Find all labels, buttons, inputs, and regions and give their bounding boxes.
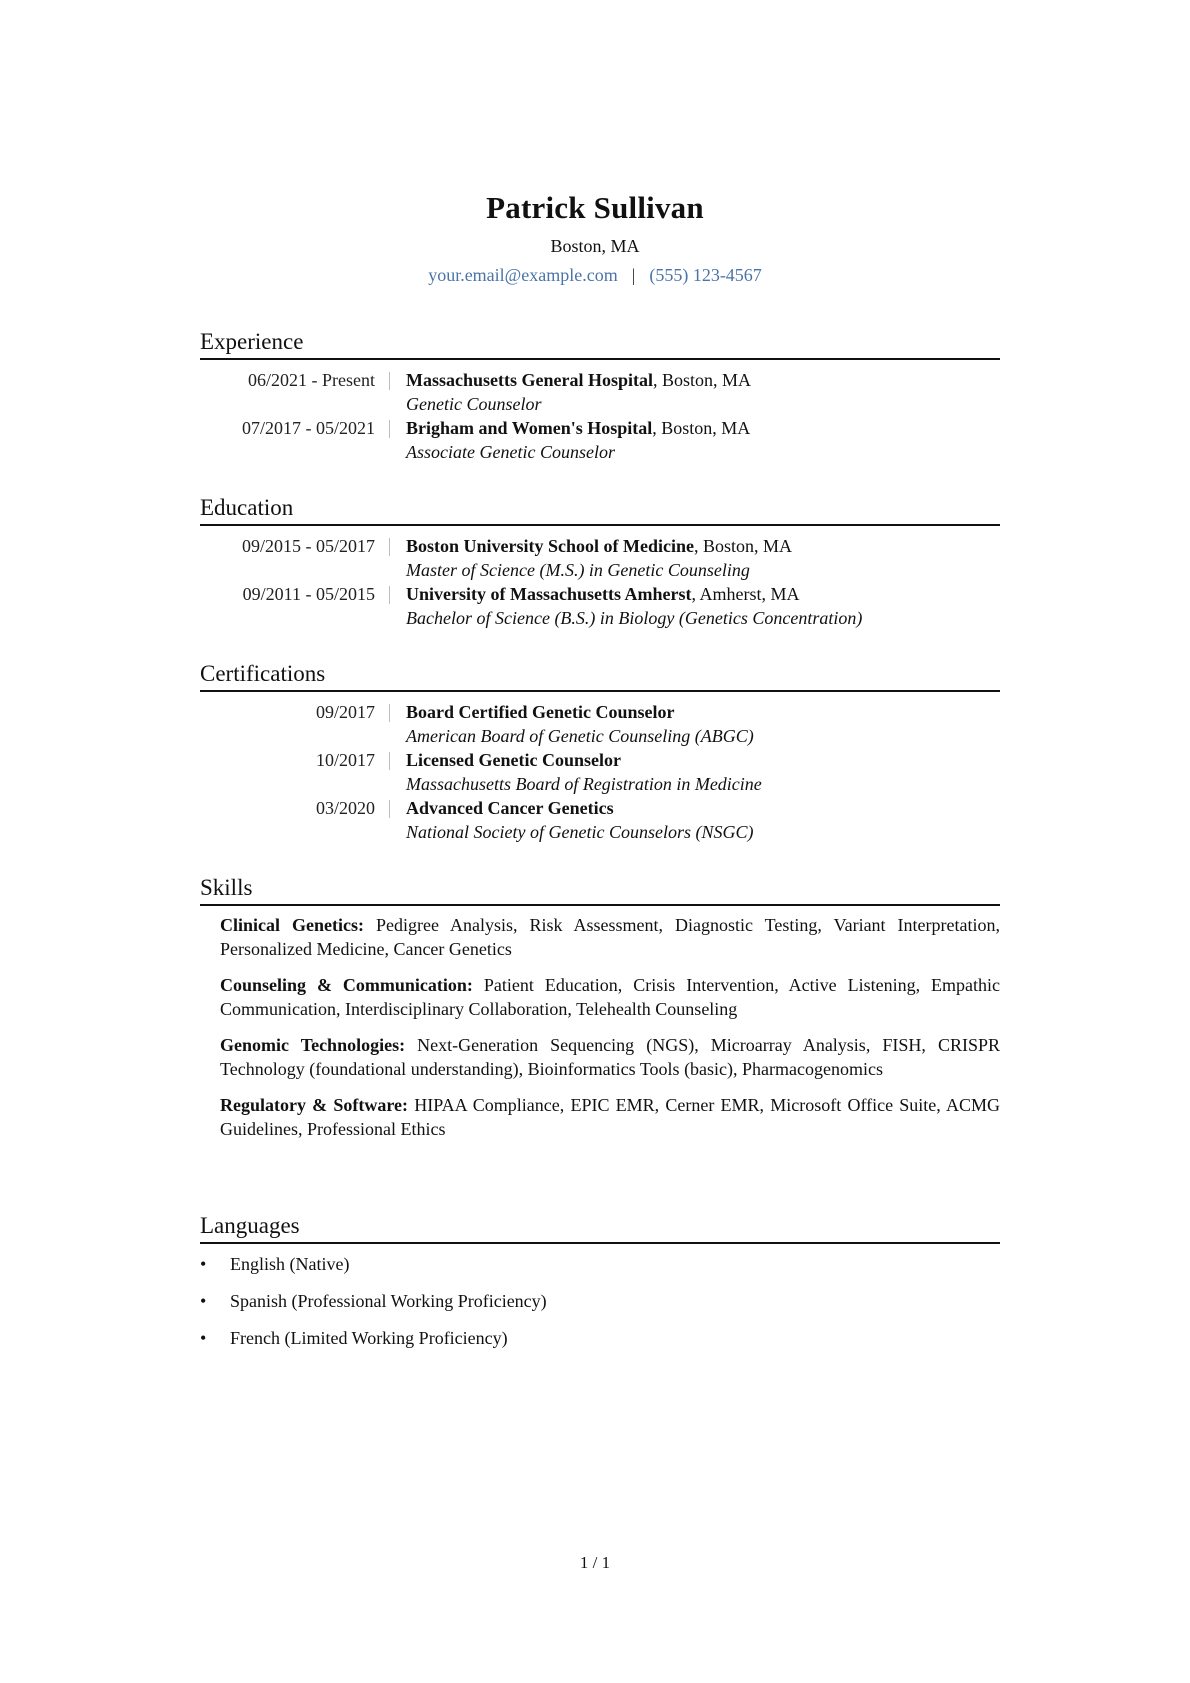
entry-date: 09/2017 bbox=[315, 702, 375, 722]
entry-role: Associate Genetic Counselor bbox=[406, 442, 615, 462]
skill-group-text: HIPAA Compliance, EPIC EMR, Cerner EMR, Microsoft Office Suite, ACMG Guidelines, Professional Ethics bbox=[220, 1095, 1000, 1139]
languages-list bbox=[200, 1252, 1000, 1350]
certification-entry bbox=[200, 796, 1000, 844]
bullet-icon: • bbox=[200, 1254, 207, 1274]
certifications-section bbox=[200, 660, 1000, 844]
language-text: English (Native) bbox=[230, 1254, 350, 1274]
entry-date: 07/2017 - 05/2021 bbox=[242, 418, 375, 438]
phone-link[interactable]: (555) 123-4567 bbox=[649, 265, 762, 285]
entry-date: 09/2015 - 05/2017 bbox=[242, 536, 375, 556]
education-entry bbox=[200, 582, 1000, 630]
entry-location: , Amherst, MA bbox=[691, 584, 800, 604]
list-item bbox=[200, 1326, 1000, 1350]
skill-group-text: Pedigree Analysis, Risk Assessment, Diagnostic Testing, Variant Interpretation, Personalized Medicine, Cancer Genetics bbox=[220, 915, 1001, 959]
entry-role: Genetic Counselor bbox=[406, 394, 542, 414]
entry-date: 09/2011 - 05/2015 bbox=[242, 584, 375, 604]
location: Boston, MA bbox=[550, 236, 640, 256]
bullet-icon: • bbox=[200, 1328, 207, 1348]
section-title-skills: Skills bbox=[200, 874, 1000, 906]
entry-date: 10/2017 bbox=[315, 750, 375, 770]
entry-location: , Boston, MA bbox=[653, 370, 752, 390]
section-title-certifications: Certifications bbox=[200, 660, 1000, 692]
language-text: Spanish (Professional Working Proficiency) bbox=[230, 1291, 547, 1311]
skill-group bbox=[220, 974, 1000, 1021]
bullet-icon: • bbox=[200, 1291, 207, 1311]
skill-group-label: Genomic Technologies: bbox=[220, 1035, 406, 1055]
experience-entry bbox=[200, 368, 1000, 416]
entry-degree: Master of Science (M.S.) in Genetic Counseling bbox=[406, 560, 750, 580]
section-title-education: Education bbox=[200, 494, 1000, 526]
entry-organization: Boston University School of Medicine bbox=[406, 536, 694, 556]
skills-section bbox=[200, 874, 1000, 1154]
skill-group-text: Next-Generation Sequencing (NGS), Microarray Analysis, FISH, CRISPR Technology (foundational understanding), Bioinformatics Tools (basic), Pharmacogenomics bbox=[220, 1035, 1000, 1079]
list-item bbox=[200, 1252, 1000, 1276]
section-title-languages: Languages bbox=[200, 1212, 1000, 1244]
experience-section bbox=[200, 328, 1000, 464]
list-item bbox=[200, 1289, 1000, 1313]
entry-location: , Boston, MA bbox=[694, 536, 793, 556]
skill-group-label: Clinical Genetics: bbox=[220, 915, 364, 935]
skill-group bbox=[220, 914, 1000, 961]
email-link[interactable]: your.email@example.com bbox=[428, 265, 618, 285]
languages-section bbox=[200, 1212, 1000, 1363]
skill-group-label: Counseling & Communication: bbox=[220, 975, 473, 995]
skill-group bbox=[220, 1094, 1000, 1141]
section-title-experience: Experience bbox=[200, 328, 1000, 360]
certification-name: Advanced Cancer Genetics bbox=[406, 798, 614, 818]
page-number: 1 / 1 bbox=[579, 1553, 611, 1572]
contact-line bbox=[0, 264, 1190, 286]
certification-entry bbox=[200, 748, 1000, 796]
skill-group bbox=[220, 1034, 1000, 1081]
contact-separator: | bbox=[631, 265, 636, 285]
certification-issuer: National Society of Genetic Counselors (NSGC) bbox=[406, 822, 754, 842]
education-entry bbox=[200, 534, 1000, 582]
entry-date: 03/2020 bbox=[315, 798, 375, 818]
certification-name: Licensed Genetic Counselor bbox=[406, 750, 621, 770]
person-name: Patrick Sullivan bbox=[486, 190, 704, 225]
skill-group-label: Regulatory & Software: bbox=[220, 1095, 409, 1115]
experience-entry bbox=[200, 416, 1000, 464]
entry-date: 06/2021 - Present bbox=[248, 370, 375, 390]
education-section bbox=[200, 494, 1000, 630]
skill-group-text: Patient Education, Crisis Intervention, Active Listening, Empathic Communication, Interdisciplinary Collaboration, Telehealth Counseling bbox=[220, 975, 1001, 1019]
entry-degree: Bachelor of Science (B.S.) in Biology (Genetics Concentration) bbox=[406, 608, 863, 628]
entry-organization: Brigham and Women's Hospital bbox=[406, 418, 653, 438]
entry-organization: Massachusetts General Hospital bbox=[406, 370, 653, 390]
certification-issuer: American Board of Genetic Counseling (ABGC) bbox=[406, 726, 754, 746]
certification-entry bbox=[200, 700, 1000, 748]
entry-organization: University of Massachusetts Amherst bbox=[406, 584, 692, 604]
certification-name: Board Certified Genetic Counselor bbox=[406, 702, 675, 722]
language-text: French (Limited Working Proficiency) bbox=[230, 1328, 508, 1348]
certification-issuer: Massachusetts Board of Registration in Medicine bbox=[406, 774, 762, 794]
resume-header bbox=[0, 190, 1190, 286]
entry-location: , Boston, MA bbox=[652, 418, 751, 438]
